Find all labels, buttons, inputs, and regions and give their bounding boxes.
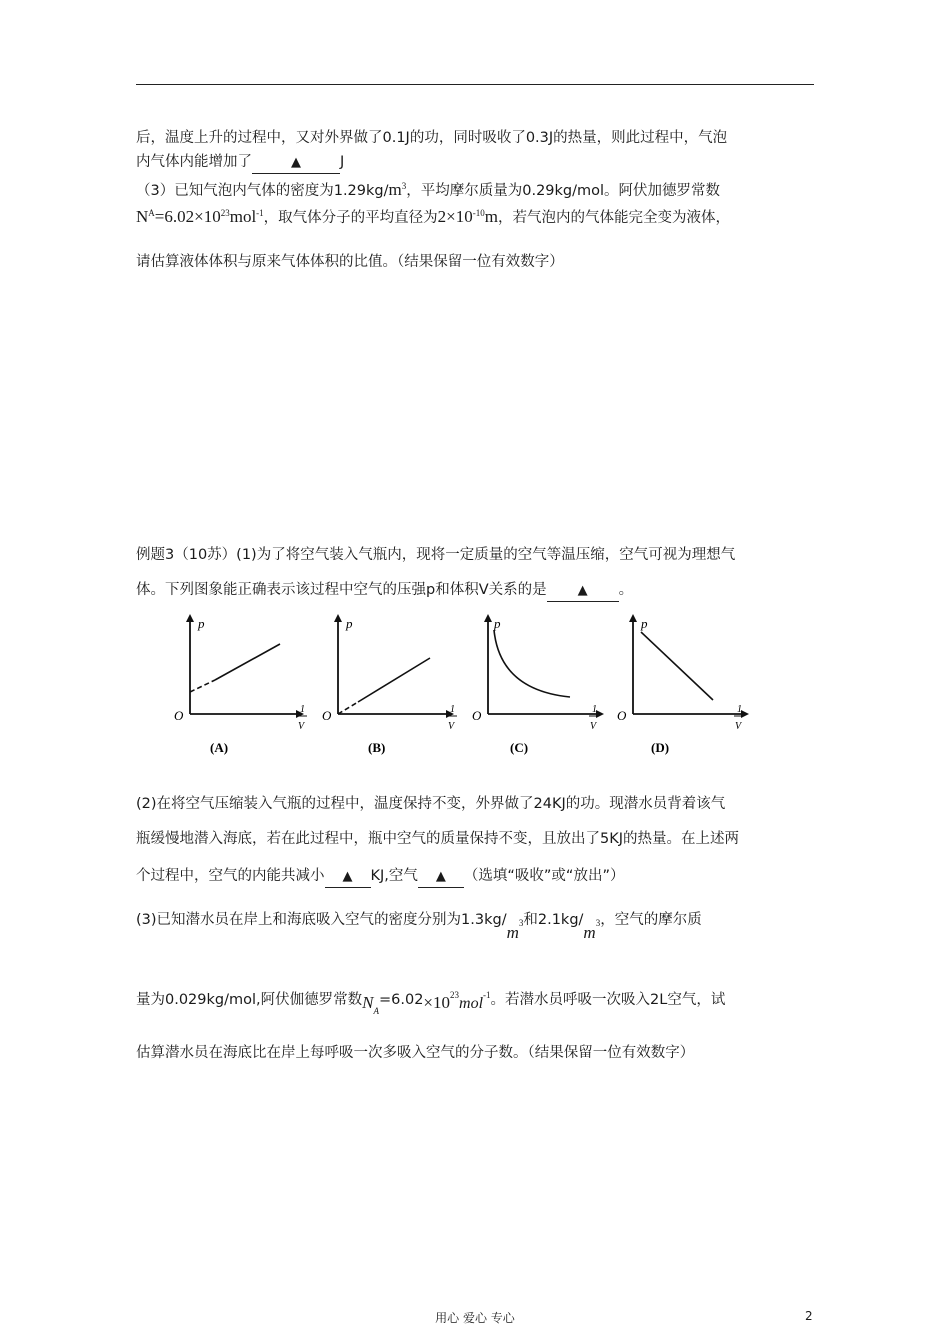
text-line: 体。下列图象能正确表示该过程中空气的压强p和体积V关系的是 ▲ 。 [136, 580, 633, 602]
y-axis-label: p [494, 616, 501, 631]
y-axis-label: p [346, 616, 353, 631]
graph-line [358, 658, 430, 702]
x-axis-num: 1 [737, 704, 742, 715]
page-number: 2 [805, 1309, 813, 1323]
text-line: 量为0.029kg/mol,阿伏伽德罗常数$N_A=6.02\times 10^{23}mol^{-1}$。若潜水员呼吸一次吸入2L空气，试 [136, 990, 726, 1016]
answer-blank[interactable]: ▲ [252, 152, 340, 174]
text-line: 请估算液体体积与原来气体体积的比值。（结果保留一位有效数字） [136, 254, 564, 270]
graph-curve [494, 630, 570, 697]
x-axis-num: 1 [450, 704, 455, 715]
graph-b [320, 612, 460, 762]
footer-text: 用心 爱心 专心 [435, 1311, 515, 1325]
x-axis-den: V [590, 721, 597, 732]
text-line: 后，温度上升的过程中，又对外界做了0.1J的功，同时吸收了0.3J的热量，则此过程中，气泡 [136, 130, 728, 146]
x-axis-den: V [298, 721, 305, 732]
origin-label: O [174, 708, 184, 723]
answer-blank[interactable]: ▲ [325, 866, 371, 888]
x-axis-den: V [448, 721, 455, 732]
answer-blank[interactable]: ▲ [418, 866, 464, 888]
graph-line-dashed [338, 702, 358, 714]
text-line: 个过程中，空气的内能共减小 ▲ KJ,空气 ▲ （选填“吸收”或“放出”） [136, 866, 624, 888]
graph-label: (B) [368, 740, 386, 755]
graph-a [170, 612, 310, 762]
graph-line-dashed [190, 680, 215, 692]
text-line: （3）已知气泡内气体的密度为$1.29kg/m^3$，平均摩尔质量为0.29kg/mol。阿伏加德罗常数 [136, 179, 721, 199]
graph-label: (C) [510, 740, 529, 755]
x-axis-num: 1 [300, 704, 305, 715]
header-rule [136, 84, 814, 85]
answer-blank[interactable]: ▲ [547, 580, 619, 602]
text-line: 内气体内能增加了 ▲ J [136, 152, 344, 174]
graph-label: (D) [651, 740, 670, 755]
graph-line [215, 644, 280, 680]
y-axis-label: p [198, 616, 205, 631]
text-line: (2)在将空气压缩装入气瓶的过程中，温度保持不变，外界做了24KJ的功。现潜水员背着该气 [136, 796, 726, 812]
x-axis-num: 1 [592, 704, 597, 715]
origin-label: O [617, 708, 627, 723]
text-line: (3)已知潜水员在岸上和海底吸入空气的密度分别为$1.3kg/m^3$和$2.1kg/m^3$，空气的摩尔质 [136, 911, 702, 942]
text-line: $N^A=6.02\times 10^{23}mol^{-1}$，取气体分子的平均直径为$2\times 10^{-10}m$，若气泡内的气体能完全变为液体， [136, 206, 730, 226]
origin-label: O [322, 708, 332, 723]
graph-d [615, 612, 755, 762]
graph-c [470, 612, 610, 762]
origin-label: O [472, 708, 482, 723]
graph-line [641, 632, 713, 700]
x-axis-den: V [735, 721, 742, 732]
text-line: 例题3（10苏）(1)为了将空气装入气瓶内，现将一定质量的空气等温压缩，空气可视为理想气 [136, 547, 736, 563]
text-line: 估算潜水员在海底比在岸上每呼吸一次多吸入空气的分子数。（结果保留一位有效数字） [136, 1045, 695, 1061]
graph-label: (A) [210, 740, 229, 755]
text-line: 瓶缓慢地潜入海底，若在此过程中，瓶中空气的质量保持不变，且放出了5KJ的热量。在上述两 [136, 831, 740, 847]
y-axis-label: p [641, 616, 648, 631]
